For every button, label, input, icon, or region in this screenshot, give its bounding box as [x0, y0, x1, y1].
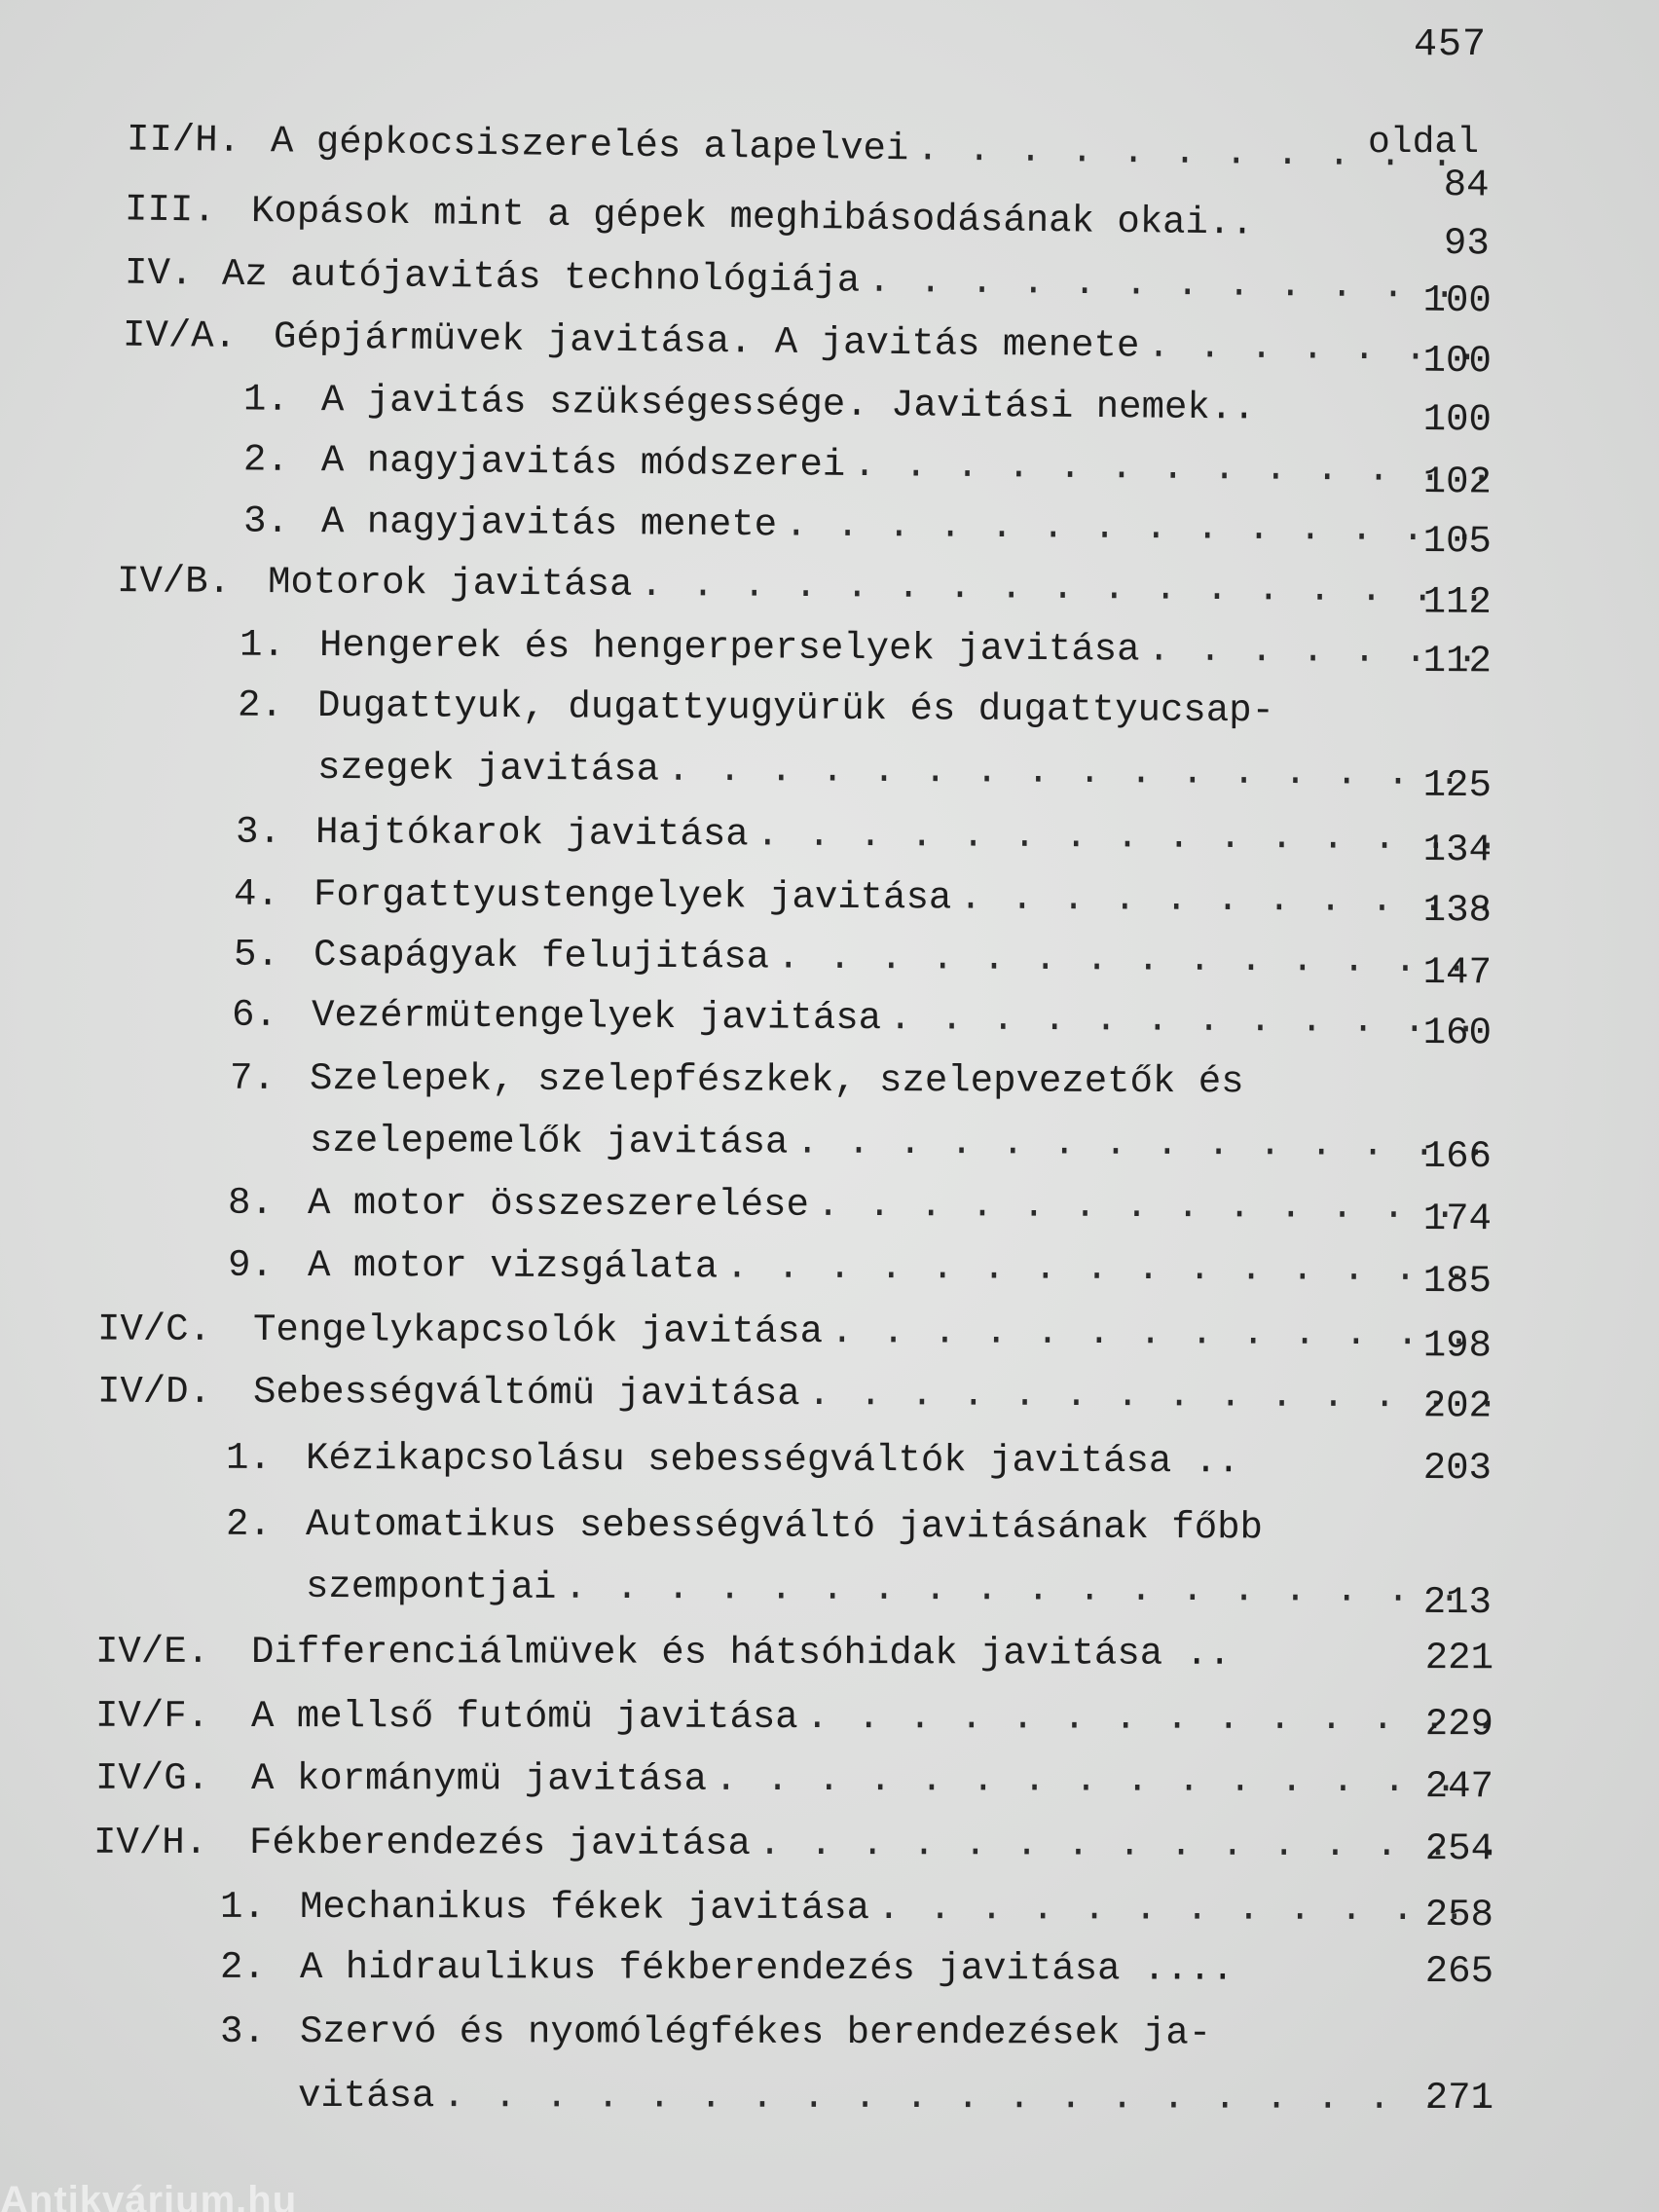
toc-entry-page: 198 — [1422, 1324, 1493, 1368]
toc-entry — [124, 182, 1491, 266]
toc-entry-code: IV/B. — [116, 560, 232, 604]
toc-entry-code: 1. — [239, 623, 285, 667]
toc-entry — [242, 495, 1493, 564]
toc-entry-code: IV/C. — [96, 1308, 212, 1351]
toc-entry — [220, 2005, 1493, 2061]
toc-entry-title: Szelepek, szelepfészkek, szelepvezetők és — [309, 1057, 1244, 1104]
toc-entry-title: Motorok javitása — [267, 561, 633, 607]
leader-dots — [785, 498, 1492, 557]
toc-entry — [226, 1431, 1492, 1491]
toc-entry-title: Mechanikus fékek javitása — [299, 1886, 870, 1931]
toc-entry-title: Automatikus sebességváltó javitásának főbb — [305, 1503, 1264, 1550]
toc-entry-page: 125 — [1422, 763, 1493, 808]
toc-entry-title: A nagyjavitás menete — [320, 500, 778, 547]
toc-entry — [242, 372, 1493, 442]
toc-entry-code: IV/F. — [94, 1694, 210, 1738]
toc-entry — [95, 1689, 1493, 1747]
toc-entry-page: 93 — [1443, 221, 1490, 266]
toc-entry-page: 138 — [1422, 889, 1493, 933]
toc-entry-title: A javitás szükségessége. Javitási nemek.. — [320, 379, 1256, 430]
toc-entry-continuation — [309, 1114, 1493, 1179]
toc-entry-title: A motor vizsgálata — [307, 1244, 719, 1289]
toc-entry-page: 112 — [1422, 639, 1493, 683]
leader-dots — [758, 1817, 1493, 1872]
toc-entry — [230, 1051, 1492, 1111]
toc-entry-code: IV/D. — [96, 1370, 212, 1414]
watermark: Antikvárium.hu — [0, 2179, 298, 2212]
toc-entry-code: 8. — [227, 1181, 274, 1225]
toc-entry-page: 271 — [1424, 2076, 1494, 2120]
leader-dots — [830, 1305, 1492, 1361]
toc-entry — [96, 1303, 1493, 1368]
toc-entry — [242, 432, 1493, 504]
toc-entry-code: IV/E. — [94, 1630, 210, 1674]
toc-entry-page: 174 — [1422, 1198, 1493, 1241]
leader-dots — [808, 1367, 1492, 1423]
toc-entry — [238, 679, 1492, 740]
toc-entry-code: IV/G. — [94, 1756, 210, 1800]
toc-entry — [95, 1625, 1493, 1682]
toc-entry-page: 160 — [1422, 1012, 1493, 1055]
toc-entry-title-continuation: szempontjai — [305, 1565, 557, 1609]
toc-entry-code: II/H. — [126, 118, 241, 163]
toc-entry-code: 2. — [225, 1502, 272, 1546]
toc-entry — [126, 112, 1491, 207]
toc-entry-title: Vezérmütengelyek javitása — [311, 994, 882, 1041]
toc-entry-continuation — [316, 741, 1493, 808]
toc-entry-code: 5. — [233, 933, 279, 977]
toc-entry-code: 2. — [219, 1945, 266, 1989]
toc-entry-code: 3. — [242, 499, 289, 543]
leader-dots — [640, 558, 1492, 618]
toc-entry-title: A motor összeszerelése — [307, 1182, 809, 1227]
toc-entry-code: 9. — [227, 1243, 274, 1287]
leader-dots — [564, 1561, 1492, 1618]
toc-entry-page: 254 — [1424, 1827, 1494, 1871]
leader-dots — [806, 1690, 1493, 1746]
toc-entry-title: Kopások mint a gépek meghibásodásának okai.. — [250, 190, 1255, 245]
toc-entry-page: 102 — [1422, 460, 1493, 504]
toc-entry-page: 203 — [1422, 1447, 1493, 1491]
toc-entry-title: Tengelykapcsolók javitása — [252, 1309, 824, 1354]
leader-dots — [725, 1240, 1492, 1298]
toc-entry-page: 100 — [1422, 397, 1493, 442]
toc-entry-code: 3. — [219, 2009, 266, 2053]
toc-entry-code: 2. — [242, 438, 290, 482]
toc-entry — [227, 1238, 1493, 1304]
toc-entry-title-continuation: vitása — [297, 2074, 435, 2119]
toc-entry-title-continuation: szegek javitása — [316, 746, 660, 792]
toc-entry-title: A gépkocsiszerelés alapelvei — [270, 120, 909, 171]
toc-entry-code: IV/H. — [92, 1821, 208, 1864]
toc-entry — [96, 1365, 1493, 1428]
toc-entry-page: 185 — [1422, 1260, 1493, 1304]
toc-entry-code: 1. — [225, 1436, 272, 1480]
toc-entry-title: Az autójavitás technológiája — [221, 252, 861, 303]
toc-entry — [231, 988, 1493, 1055]
toc-entry-title: Csapágyak felujitása — [313, 934, 770, 979]
toc-entry-title: A mellső futómü javitása — [250, 1695, 798, 1740]
toc-entry-page: 229 — [1424, 1703, 1494, 1747]
toc-entry-title-continuation: szelepemelők javitása — [309, 1119, 789, 1164]
toc-entry — [239, 618, 1493, 683]
toc-entry-code: III. — [124, 188, 216, 233]
toc-entry-title: Szervó és nyomólégfékes berendezések ja- — [299, 2010, 1212, 2055]
leader-dots — [667, 743, 1492, 801]
toc-entry — [124, 246, 1493, 323]
leader-dots — [853, 438, 1492, 498]
leader-dots — [777, 931, 1492, 989]
toc-entry-page: 134 — [1422, 829, 1493, 872]
page-column-header: oldal — [1368, 122, 1480, 164]
toc-entry-page: 265 — [1424, 1950, 1494, 1994]
toc-entry-page: 100 — [1422, 278, 1493, 323]
toc-entry-code: IV. — [124, 251, 194, 296]
leader-dots — [442, 2069, 1493, 2125]
toc-entry-code: 7. — [229, 1056, 276, 1100]
toc-entry-page: 247 — [1424, 1765, 1494, 1809]
leader-dots — [756, 807, 1493, 866]
toc-entry-continuation — [305, 1560, 1493, 1625]
toc-entry — [235, 805, 1493, 872]
toc-entry-page: 221 — [1424, 1637, 1494, 1680]
toc-entry-page: 147 — [1422, 951, 1493, 995]
toc-entry-code: 3. — [235, 810, 281, 854]
toc-entry-title: Differenciálmüvek és hátsóhidak javitása .. — [250, 1631, 1232, 1676]
toc-entry — [220, 1880, 1493, 1936]
toc-entry-title: Dugattyuk, dugattyugyürük és dugattyucsap- — [316, 684, 1275, 733]
toc-entry-title: Forgattyustengelyek javitása — [313, 873, 952, 920]
leader-dots — [817, 1178, 1492, 1235]
toc-entry — [122, 309, 1493, 384]
toc-entry — [226, 1497, 1492, 1557]
toc-entry — [233, 928, 1493, 995]
toc-entry — [220, 1940, 1493, 1997]
toc-entry — [116, 554, 1493, 624]
toc-entry-title: A nagyjavitás módszerei — [320, 439, 846, 487]
toc-entry — [233, 867, 1493, 933]
toc-entry-page: 84 — [1443, 163, 1490, 207]
toc-entry-title: A hidraulikus fékberendezés javitása .... — [299, 1946, 1235, 1991]
toc-entry-page: 213 — [1422, 1580, 1493, 1625]
toc-entry-continuation — [298, 2069, 1493, 2125]
toc-entry-title: A kormánymü javitása — [250, 1757, 708, 1801]
toc-entry-code: 1. — [242, 378, 290, 422]
leader-dots — [795, 1116, 1492, 1172]
toc-entry — [95, 1751, 1493, 1809]
toc-entry-title: Kézikapcsolásu sebességváltók javitása .. — [305, 1437, 1240, 1484]
toc-entry-title: Hengerek és hengerperselyek javitása — [318, 624, 1140, 672]
toc-entry-page: 112 — [1422, 580, 1493, 624]
toc-entry-title: Fékberendezés javitása — [248, 1822, 751, 1865]
toc-entry-page: 100 — [1422, 339, 1493, 384]
toc-entry-page: 202 — [1422, 1384, 1493, 1428]
toc-entry-page: 105 — [1422, 519, 1493, 564]
leader-dots — [715, 1752, 1493, 1808]
toc-entry-title: Hajtókarok javitása — [314, 811, 749, 857]
toc-entry-code: 1. — [219, 1885, 266, 1929]
toc-entry-title: Gépjármüvek javitása. A javitás menete — [273, 315, 1140, 368]
toc-entry-code: 6. — [231, 993, 277, 1037]
toc-entry-page: 258 — [1424, 1894, 1494, 1937]
page-number: 457 — [1414, 23, 1488, 67]
toc-entry-page: 166 — [1422, 1134, 1493, 1179]
toc-entry — [227, 1176, 1493, 1241]
toc-entry-code: 4. — [233, 872, 279, 916]
toc-entry-title: Sebességváltómü javitása — [252, 1371, 800, 1417]
toc-entry-code: IV/A. — [122, 313, 238, 358]
toc-entry-code: 2. — [237, 683, 283, 727]
toc-entry — [93, 1816, 1493, 1873]
